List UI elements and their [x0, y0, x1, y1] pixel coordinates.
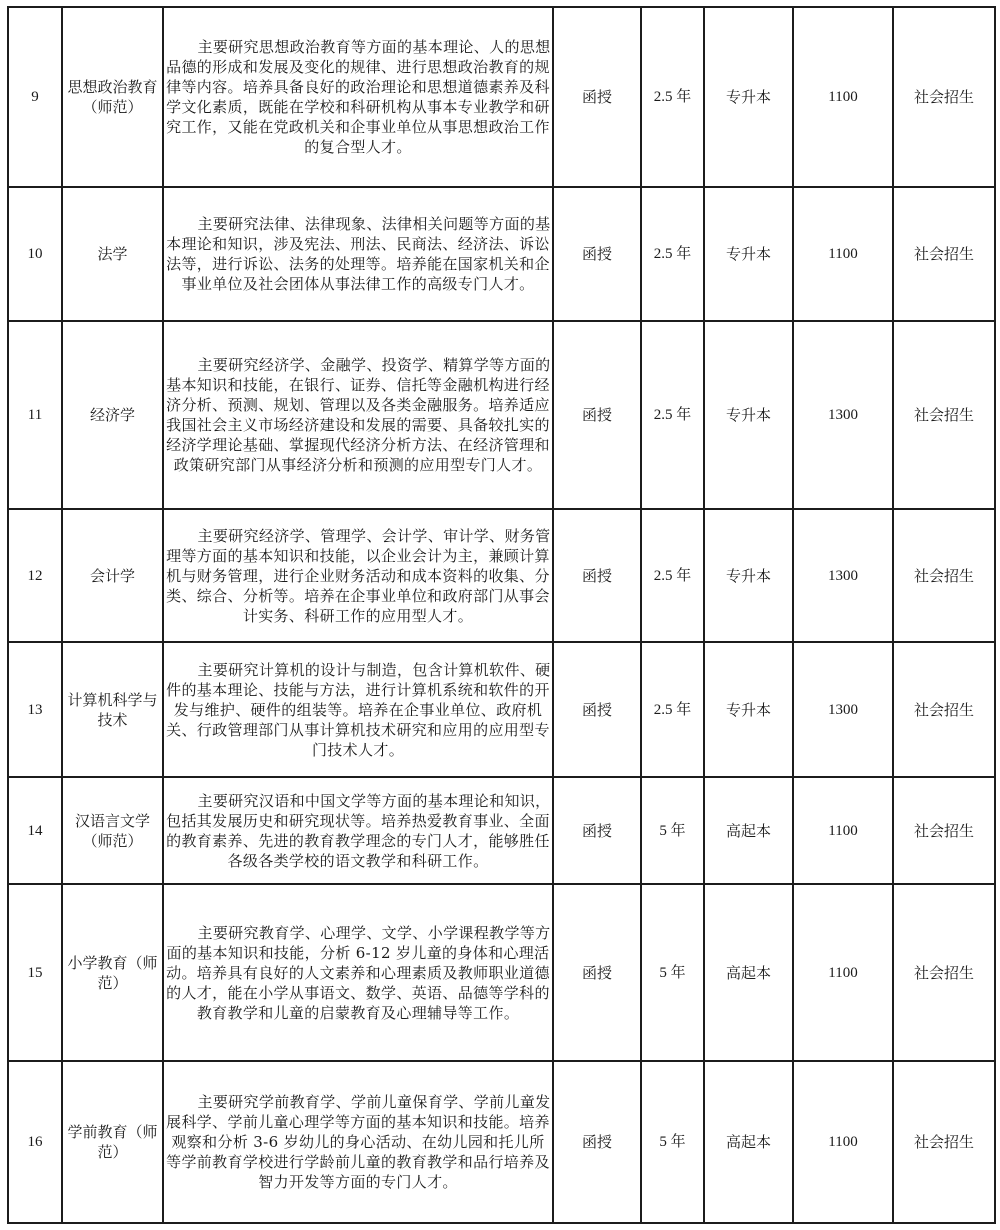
table-row: [8, 777, 995, 884]
study-mode: 函授: [553, 884, 641, 1061]
enrollment-type: 社会招生: [893, 187, 995, 321]
major-description: [163, 187, 553, 321]
major-name: 计算机科学与技术: [62, 642, 163, 777]
description-text: 主要研究计算机的设计与制造，包含计算机软件、硬件的基本理论、技能与方法，进行计算机系统和软件的开发与维护、硬件的组装等。培养在企事业单位、政府机关、行政管理部门从事计算机技术研究和应用的应用型专门技术人才。: [166, 660, 551, 759]
tuition-fee: 1100: [793, 187, 893, 321]
major-description: [163, 321, 553, 509]
table-row: [8, 509, 995, 642]
major-description: [163, 642, 553, 777]
tuition-fee: 1100: [793, 777, 893, 884]
study-duration: 2.5 年: [641, 509, 704, 642]
table-row: [8, 1061, 995, 1223]
study-level: 专升本: [704, 321, 793, 509]
row-number: 10: [8, 187, 62, 321]
major-name: 思想政治教育（师范）: [62, 7, 163, 187]
row-number: 11: [8, 321, 62, 509]
study-mode: 函授: [553, 321, 641, 509]
description-text: 主要研究学前教育学、学前儿童保育学、学前儿童发展科学、学前儿童心理学等方面的基本知识和技能。培养观察和分析 3-6 岁幼儿的身心活动、在幼儿园和托儿所等学前教育学校进行学龄前儿童的教育教学和品行培养及智力开发等方面的专门人才。: [166, 1093, 551, 1191]
study-mode: 函授: [553, 509, 641, 642]
table-row: [8, 321, 995, 509]
description-text: 主要研究经济学、管理学、会计学、审计学、财务管理等方面的基本知识和技能，以企业会计为主，兼顾计算机与财务管理，进行企业财务活动和成本资料的收集、分类、综合、分析等。培养在企事业单位和政府部门从事会计实务、科研工作的应用型人才。: [166, 526, 551, 625]
study-level: 高起本: [704, 884, 793, 1061]
table-row: [8, 187, 995, 321]
row-number: 12: [8, 509, 62, 642]
study-duration: 5 年: [641, 1061, 704, 1223]
study-mode: 函授: [553, 1061, 641, 1223]
majors-table: [7, 6, 996, 1224]
description-text: 主要研究汉语和中国文学等方面的基本理论和知识，包括其发展历史和研究现状等。培养热爱教育事业、全面的教育素养、先进的教育教学理念的专门人才，能够胜任各级各类学校的语文教学和科研工作。: [166, 791, 551, 870]
major-name: 法学: [62, 187, 163, 321]
row-number: 15: [8, 884, 62, 1061]
study-level: 专升本: [704, 7, 793, 187]
enrollment-type: 社会招生: [893, 1061, 995, 1223]
study-duration: 2.5 年: [641, 7, 704, 187]
row-number: 16: [8, 1061, 62, 1223]
description-text: 主要研究经济学、金融学、投资学、精算学等方面的基本知识和技能，在银行、证券、信托等金融机构进行经济分析、预测、规划、管理以及各类金融服务。培养适应我国社会主义市场经济建设和发展的需要、具备较扎实的经济学理论基础、掌握现代经济分析方法、在经济管理和政策研究部门从事经济分析和预测的应用型专门人才。: [166, 356, 551, 474]
major-description: [163, 777, 553, 884]
study-duration: 2.5 年: [641, 642, 704, 777]
description-text: 主要研究法律、法律现象、法律相关问题等方面的基本理论和知识，涉及宪法、刑法、民商法、经济法、诉讼法等，进行诉讼、法务的处理等。培养能在国家机关和企事业单位及社会团体从事法律工作的高级专门人才。: [166, 215, 551, 293]
tuition-fee: 1300: [793, 509, 893, 642]
study-mode: 函授: [553, 7, 641, 187]
study-level: 高起本: [704, 1061, 793, 1223]
enrollment-type: 社会招生: [893, 884, 995, 1061]
study-mode: 函授: [553, 777, 641, 884]
table-row: [8, 7, 995, 187]
row-number: 13: [8, 642, 62, 777]
major-description: [163, 1061, 553, 1223]
study-level: 专升本: [704, 642, 793, 777]
major-description: [163, 7, 553, 187]
tuition-fee: 1100: [793, 884, 893, 1061]
tuition-fee: 1300: [793, 642, 893, 777]
enrollment-type: 社会招生: [893, 321, 995, 509]
major-description: [163, 884, 553, 1061]
row-number: 14: [8, 777, 62, 884]
major-name: 经济学: [62, 321, 163, 509]
study-duration: 5 年: [641, 777, 704, 884]
study-duration: 2.5 年: [641, 321, 704, 509]
study-duration: 5 年: [641, 884, 704, 1061]
study-mode: 函授: [553, 187, 641, 321]
enrollment-type: 社会招生: [893, 777, 995, 884]
major-name: 学前教育（师范）: [62, 1061, 163, 1223]
tuition-fee: 1100: [793, 1061, 893, 1223]
table-row: [8, 884, 995, 1061]
tuition-fee: 1300: [793, 321, 893, 509]
enrollment-type: 社会招生: [893, 509, 995, 642]
description-text: 主要研究思想政治教育等方面的基本理论、人的思想品德的形成和发展及变化的规律、进行思想政治教育的规律等内容。培养具备良好的政治理论和思想道德素养及科学文化素质，既能在学校和科研机构从事本专业教学和研究工作，又能在党政机关和企事业单位从事思想政治工作的复合型人才。: [166, 38, 551, 156]
major-name: 小学教育（师范）: [62, 884, 163, 1061]
major-name: 会计学: [62, 509, 163, 642]
description-text: 主要研究教育学、心理学、文学、小学课程教学等方面的基本知识和技能，分析 6-12 岁儿童的身体和心理活动。培养具有良好的人文素养和心理素质及教师职业道德的人才，能在小学从事语文、数学、英语、品德等学科的教育教学和儿童的启蒙教育及心理辅导等工作。: [166, 923, 551, 1022]
enrollment-type: 社会招生: [893, 7, 995, 187]
study-level: 专升本: [704, 509, 793, 642]
study-duration: 2.5 年: [641, 187, 704, 321]
tuition-fee: 1100: [793, 7, 893, 187]
enrollment-type: 社会招生: [893, 642, 995, 777]
major-description: [163, 509, 553, 642]
study-level: 专升本: [704, 187, 793, 321]
study-level: 高起本: [704, 777, 793, 884]
table-row: [8, 642, 995, 777]
study-mode: 函授: [553, 642, 641, 777]
major-name: 汉语言文学（师范）: [62, 777, 163, 884]
row-number: 9: [8, 7, 62, 187]
